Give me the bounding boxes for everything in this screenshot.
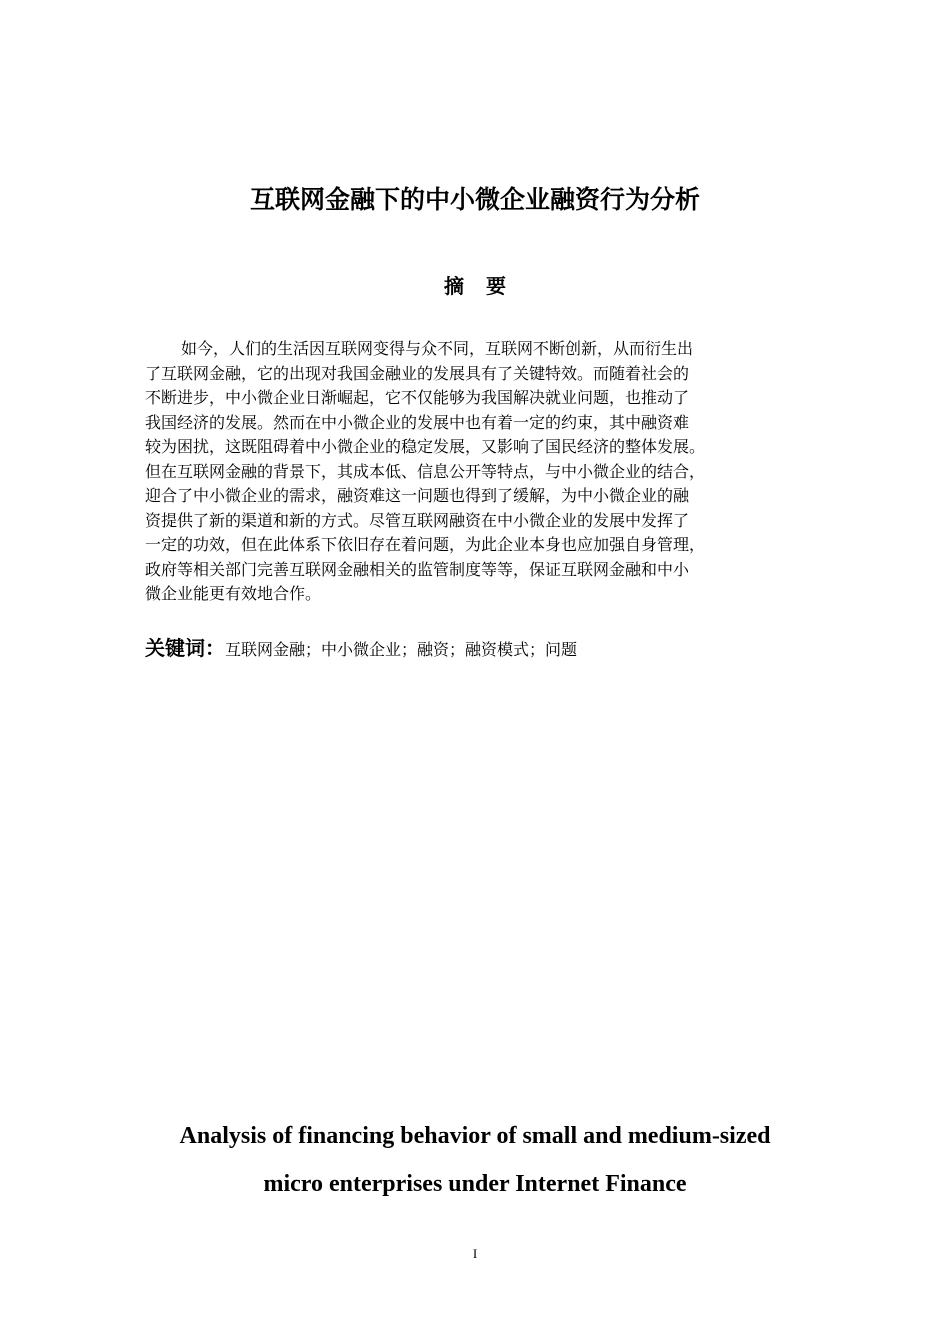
abstract-line: 我国经济的发展。然而在中小微企业的发展中也有着一定的约束，其中融资难 (145, 412, 690, 432)
abstract-line: 迎合了中小微企业的需求，融资难这一问题也得到了缓解，为中小微企业的融 (145, 486, 690, 505)
keywords (145, 633, 825, 665)
keywords-label: 关键词： (145, 636, 225, 660)
abstract-line: 但在互联网金融的背景下，其成本低、信息公开等特点，与中小微企业的结合， (145, 461, 706, 481)
abstract-line: 较为困扰，这既阻碍着中小微企业的稳定发展，又影响了国民经济的整体发展。 (145, 437, 706, 456)
abstract-line: 不断进步，中小微企业日渐崛起，它不仅能够为我国解决就业问题，也推动了 (145, 388, 690, 407)
abstract-line: 如今，人们的生活因互联网变得与众不同，互联网不断创新，从而衍生出 (181, 339, 694, 358)
page-number: I (472, 1246, 478, 1261)
english-title (0, 1112, 950, 1208)
abstract-line: 政府等相关部门完善互联网金融相关的监管制度等等，保证互联网金融和中小 (145, 559, 690, 579)
abstract-line: 了互联网金融，它的出现对我国金融业的发展具有了关键特效。而随着社会的 (145, 363, 690, 383)
keywords-values: 互联网金融；中小微企业；融资；融资模式；问题 (225, 640, 578, 659)
abstract-line: 一定的功效，但在此体系下依旧存在着问题，为此企业本身也应加强自身管理， (145, 535, 706, 554)
abstract-heading (0, 270, 950, 302)
abstract-body (145, 337, 807, 607)
abstract-line: 微企业能更有效地合作。 (145, 584, 322, 603)
abstract-heading-char-1: 摘 (444, 274, 464, 298)
abstract-line: 资提供了新的渠道和新的方式。尽管互联网融资在中小微企业的发展中发挥了 (145, 510, 690, 530)
abstract-heading-char-2: 要 (486, 274, 506, 298)
page-title: 互联网金融下的中小微企业融资行为分析 (249, 185, 700, 214)
english-title-line-2: micro enterprises under Internet Finance (263, 1171, 687, 1197)
english-title-line-1: Analysis of financing behavior of small and medium-sized (179, 1123, 771, 1149)
